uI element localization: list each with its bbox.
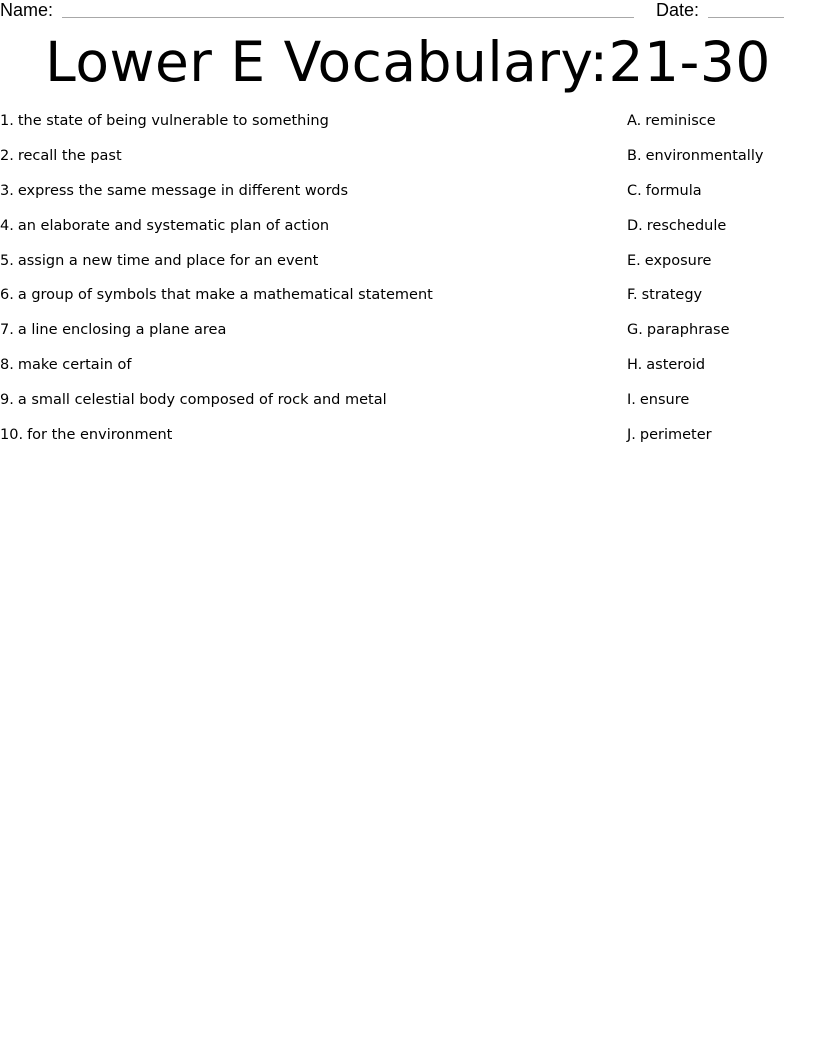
answer-word: strategy (641, 287, 703, 304)
clue-number: 2. (0, 147, 14, 164)
clue-text: recall the past (17, 147, 122, 164)
name-label: Name: (0, 0, 54, 20)
clue-number: 10. (0, 427, 24, 444)
clue-item (0, 355, 600, 390)
clue-text: make certain of (17, 357, 132, 374)
answer-item (627, 320, 816, 355)
answer-letter: I. (627, 392, 636, 409)
clue-item (0, 146, 600, 181)
clue-item (0, 111, 600, 146)
answer-item (627, 146, 816, 181)
clue-text: express the same message in different words (17, 182, 349, 199)
answer-item (627, 390, 816, 425)
clue-item (0, 251, 600, 286)
answer-bank (627, 111, 816, 460)
clue-item (0, 390, 600, 425)
answer-word: environmentally (645, 147, 764, 164)
date-blank-line[interactable] (708, 17, 784, 18)
answer-item (627, 181, 816, 216)
answer-letter: J. (627, 427, 636, 444)
answer-letter: C. (627, 182, 642, 199)
answer-word: reschedule (646, 217, 727, 234)
clue-text: an elaborate and systematic plan of action (17, 217, 330, 234)
clue-number: 1. (0, 113, 14, 129)
clue-number: 3. (0, 182, 14, 199)
clue-item (0, 285, 600, 320)
answer-letter: G. (627, 322, 643, 339)
answer-word: asteroid (646, 357, 706, 374)
answer-word: ensure (639, 392, 690, 409)
answer-item (627, 425, 816, 460)
clue-text: a small celestial body composed of rock and metal (17, 392, 387, 409)
clue-text: for the environment (27, 427, 173, 444)
clue-number: 9. (0, 392, 14, 409)
answer-word: reminisce (645, 113, 716, 129)
date-label: Date: (656, 0, 700, 20)
answer-letter: F. (627, 287, 638, 304)
clue-text: the state of being vulnerable to something (17, 113, 329, 129)
answer-word: perimeter (639, 427, 712, 444)
clue-text: assign a new time and place for an event (17, 252, 319, 269)
clue-text: a line enclosing a plane area (17, 322, 227, 339)
clue-item (0, 425, 600, 460)
answer-item (627, 216, 816, 251)
answer-letter: E. (627, 252, 641, 269)
answer-word: exposure (644, 252, 712, 269)
clue-text: a group of symbols that make a mathematical statement (17, 287, 433, 304)
answer-letter: A. (627, 113, 642, 129)
answer-word: paraphrase (646, 322, 730, 339)
answer-item (627, 111, 816, 146)
answer-item (627, 251, 816, 286)
clue-item (0, 181, 600, 216)
answer-letter: B. (627, 147, 642, 164)
clue-number: 8. (0, 357, 14, 374)
clue-list (0, 111, 600, 460)
clue-number: 5. (0, 252, 14, 269)
answer-letter: H. (627, 357, 643, 374)
clue-number: 6. (0, 287, 14, 304)
clue-item (0, 216, 600, 251)
clue-item (0, 320, 600, 355)
answer-item (627, 285, 816, 320)
answer-letter: D. (627, 217, 643, 234)
answer-item (627, 355, 816, 390)
worksheet-header (0, 0, 816, 22)
name-blank-line[interactable] (62, 17, 634, 18)
clue-number: 4. (0, 217, 14, 234)
clue-number: 7. (0, 322, 14, 339)
worksheet-title: Lower E Vocabulary:21-30 (45, 30, 771, 94)
answer-word: formula (645, 182, 702, 199)
